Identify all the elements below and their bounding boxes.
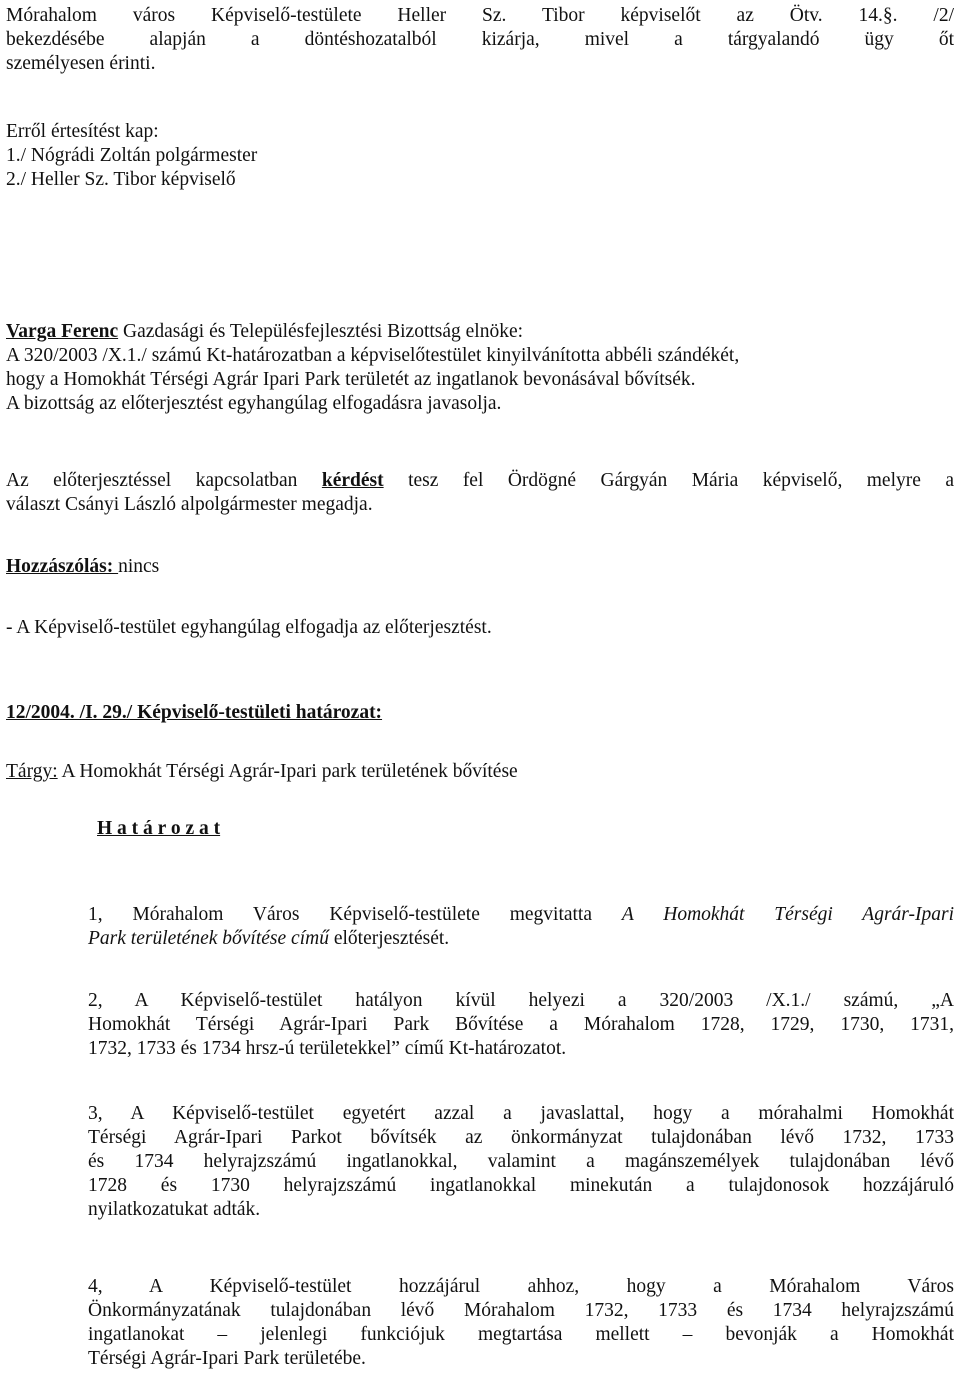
question-line-2: választ Csányi László alpolgármester megadja. (6, 494, 373, 515)
point-2 (88, 989, 954, 1061)
resolution-heading (6, 701, 954, 725)
accept-text: - A Képviselő-testület egyhangúlag elfogadja az előterjesztést. (6, 617, 492, 638)
point-1-line-2 (88, 927, 954, 951)
committee-heading-line (6, 320, 954, 344)
point-3-line-2: Térségi Agrár-Ipari Parkot bővítsék az önkormányzat tulajdonában lévő 1732, 1733 (88, 1127, 954, 1148)
point-1-title-part-2: Park területének bővítése című (88, 928, 329, 949)
intro-line-3: személyesen érinti. (6, 53, 156, 74)
point-1-text: 1, Mórahalom Város Képviselő-testülete megvitatta (88, 904, 622, 925)
point-3-line-1: 3, A Képviselő-testület egyetért azzal a javaslattal, hogy a mórahalmi Homokhát (88, 1103, 954, 1124)
subject-text: A Homokhát Térségi Agrár-Ipari park területének bővítése (57, 761, 518, 782)
point-1-line-1 (88, 903, 954, 927)
question-before: Az előterjesztéssel kapcsolatban (6, 470, 322, 491)
committee-line-3: hogy a Homokhát Térségi Agrár Ipari Park területét az ingatlanok bevonásával bővítsék. (6, 369, 696, 390)
intro-line-1: Mórahalom város Képviselő-testülete Heller Sz. Tibor képviselőt az Ötv. 14.§. /2/ (6, 5, 954, 26)
point-3 (88, 1102, 954, 1222)
point-2-line-2: Homokhát Térségi Agrár-Ipari Park Bővítése a Mórahalom 1728, 1729, 1730, 1731, (88, 1014, 954, 1035)
resolution-heading-text: 12/2004. /I. 29./ Képviselő-testületi határozat: (6, 702, 383, 723)
intro-paragraph (6, 4, 954, 76)
comment-value: nincs (118, 556, 160, 577)
point-2-line-1: 2, A Képviselő-testület hatályon kívül helyezi a 320/2003 /X.1./ számú, „A (88, 990, 954, 1011)
question-keyword: kérdést (321, 470, 384, 491)
point-4-line-2: Önkormányzatának tulajdonában lévő Mórahalom 1732, 1733 és 1734 helyrajzszámú (88, 1300, 954, 1321)
subject-row (6, 760, 954, 784)
notification-list (6, 120, 954, 192)
question-after: tesz fel Ördögné Gárgyán Mária képviselő, melyre a (383, 470, 954, 491)
hatarozat-title: H a t á r o z a t (97, 818, 221, 839)
comment-line (6, 555, 954, 579)
question-paragraph (6, 469, 954, 517)
point-4-line-4: Térségi Agrár-Ipari Park területébe. (88, 1348, 366, 1369)
point-1-after: előterjesztését. (328, 928, 450, 949)
point-3-line-3: és 1734 helyrajzszámú ingatlanokkal, valamint a magánszemélyek tulajdonában lévő (88, 1151, 954, 1172)
committee-line-2: A 320/2003 /X.1./ számú Kt-határozatban a képviselőtestület kinyilvánította abbéli szándékét, (6, 345, 740, 366)
point-2-line-3: 1732, 1733 és 1734 hrsz-ú területekkel” című Kt-határozatot. (88, 1038, 567, 1059)
accept-line (6, 616, 954, 640)
committee-speaker: Varga Ferenc (6, 321, 119, 342)
point-1 (88, 903, 954, 951)
intro-line-2: bekezdésébe alapján a döntéshozatalból kizárja, mivel a tárgyalandó ügy őt (6, 29, 954, 50)
committee-role: Gazdasági és Településfejlesztési Bizottság elnöke: (118, 321, 524, 342)
point-3-line-5: nyilatkozatukat adták. (88, 1199, 261, 1220)
comment-row (6, 555, 954, 579)
notification-item-1: 1./ Nógrádi Zoltán polgármester (6, 145, 258, 166)
subject-label: Tárgy: (6, 761, 58, 782)
comment-label: Hozzászólás: (6, 556, 119, 577)
committee-line-4: A bizottság az előterjesztést egyhangúlag elfogadásra javasolja. (6, 393, 502, 414)
point-4 (88, 1275, 954, 1371)
point-3-line-4: 1728 és 1730 helyrajzszámú ingatlanokkal minekután a tulajdonosok hozzájáruló (88, 1175, 954, 1196)
point-1-title-part-1: A Homokhát Térségi Agrár-Ipari (621, 904, 954, 925)
point-4-line-1: 4, A Képviselő-testület hozzájárul ahhoz, hogy a Mórahalom Város (88, 1276, 954, 1297)
point-4-line-3: ingatlanokat – jelenlegi funkciójuk megtartása mellett – bevonják a Homokhát (88, 1324, 954, 1345)
subject-line (6, 760, 954, 784)
question-line-1 (6, 469, 954, 493)
committee-statement (6, 320, 954, 416)
notification-heading: Erről értesítést kap: (6, 121, 159, 142)
notification-item-2: 2./ Heller Sz. Tibor képviselő (6, 169, 236, 190)
